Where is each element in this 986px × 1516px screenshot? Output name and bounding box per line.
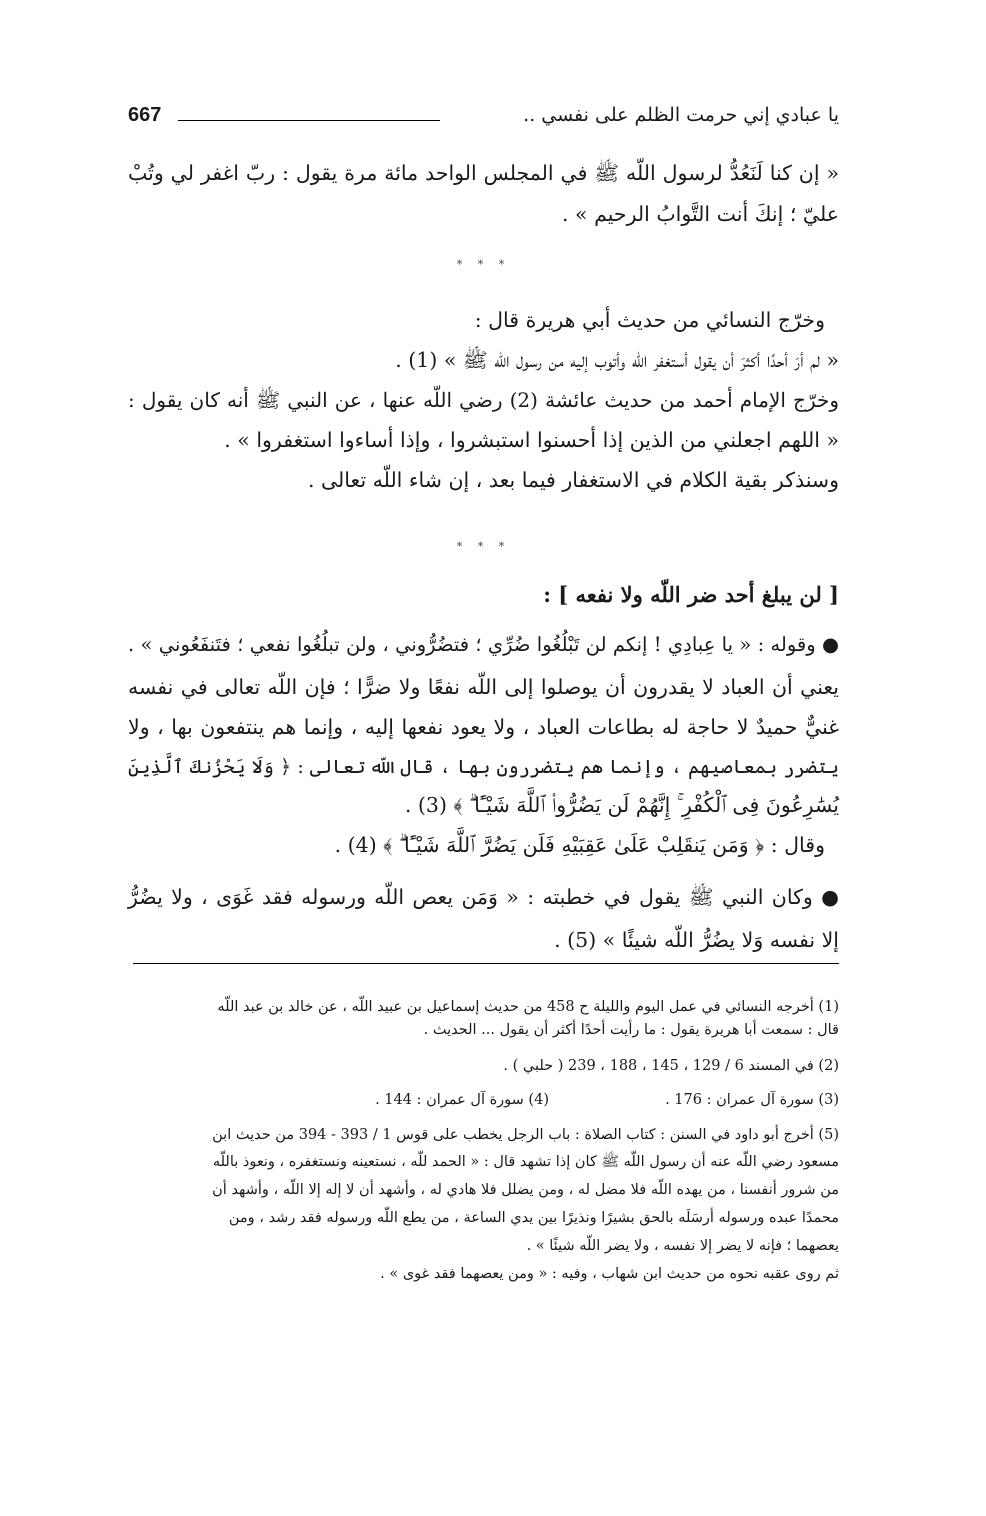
footnote-2: (2) في المسند 6 / 129 ، 145 ، 188 ، 239 ( حلبي ) . [503, 1058, 839, 1074]
body-line: ● وقوله : « يا عِبادِي ! إنكم لن تَبْلُغُوا ضُرِّي ؛ فتضُرُّوني ، ولن تبلُغُوا نفعي ؛ فتَنفَعُوني » . [128, 633, 839, 656]
footnote-1-line-1: (1) أخرجه النسائي في عمل اليوم والليلة ح 458 من حديث إسماعيل بن عبيد اللّه ، عن خالد بن عبد اللّه [217, 999, 839, 1015]
section-divider-stars: * * * [456, 540, 511, 553]
body-line: غنيٌّ حميدٌ لا حاجة له بطاعات العباد ، ولا يعود نفعها إليه ، وإنما هم ينتفعون بها ، ولا [128, 715, 839, 739]
footnote-3: (3) سورة آل عمران : 176 . [665, 1092, 839, 1108]
section-heading: [ لن يبلغ أحد ضر اللّه ولا نفعه ] : [543, 582, 839, 607]
body-line: « إن كنا لَنَعُدُّ لرسول اللّه ﷺ في المجلس الواحد مائة مرة يقول : ربّ اغفر لي وتُبْ [128, 161, 839, 185]
footnote-5-line: محمدًا عبده ورسوله أرسَلَه بالحق بشيرًا ونذيرًا بين يدي الساعة ، من يطع اللّه ورسوله فقد رشد ، ومن [228, 1210, 839, 1226]
header-rule [178, 120, 440, 121]
footnote-5-line: مسعود رضي اللّه عنه أن رسول اللّه ﷺ كان إذا تشهد قال : « الحمد للّه ، نستعينه ونستغفره ، ونعوذ باللّه [212, 1154, 839, 1170]
body-line: وخرّج الإمام أحمد من حديث عائشة (2) رضي اللّه عنها ، عن النبي ﷺ أنه كان يقول : [128, 388, 839, 412]
footnote-5-line: يعصهما ؛ فإنه لا يضر إلا نفسه ، ولا يضر اللّه شيئًا » . [526, 1238, 839, 1254]
page-number: 667 [128, 104, 162, 126]
book-page [128, 0, 839, 1516]
body-line: « اللهم اجعلني من الذين إذا أحسنوا استبشروا ، وإذا أساءوا استغفروا » . [224, 428, 839, 452]
body-line: ● وكان النبي ﷺ يقول في خطبته : « وَمَن يعص اللّه ورسوله فقد غَوَى ، ولا يضُرُّ [128, 885, 839, 909]
body-line: إلا نفسه وَلا يضُرُّ اللّه شيئًا » (5) . [554, 928, 839, 952]
section-divider-stars: * * * [456, 258, 511, 271]
body-line: « لم أرَ أحدًا أكثرَ أن يقول أستغفر اللّه وأتوب إليه من رسول اللّه ﷺ » (1) . [395, 348, 839, 372]
page-header [128, 104, 839, 134]
body-line: وسنذكر بقية الكلام في الاستغفار فيما بعد ، إن شاء اللّه تعالى . [307, 468, 839, 492]
footnote-1-line-2: قال : سمعت أبا هريرة يقول : ما رأيت أحدًا أكثر أن يقول ... الحديث . [423, 1022, 839, 1038]
footnote-5-line: (5) أخرج أبو داود في السنن : كتاب الصلاة : باب الرجل يخطب على قوس 1 / 393 - 394 من حديث ابن [212, 1127, 839, 1143]
footnote-4: (4) سورة آل عمران : 144 . [375, 1092, 549, 1108]
body-line: عليّ ؛ إنكَ أنت التَّوابُ الرحيم » . [562, 202, 839, 226]
footnote-5-line: من شرور أنفسنا ، من يهده اللّه فلا مضل له ، ومن يضلل فلا هادي له ، وأشهد أن لا إله إلا اللّه ، وأشهد أن [212, 1182, 839, 1198]
running-title: يا عبادي إني حرمت الظلم على نفسي .. [523, 104, 839, 126]
footnote-separator [133, 963, 839, 964]
body-line: وخرّج النسائي من حديث أبي هريرة قال : [474, 308, 825, 332]
quran-line: وقال : ﴿ وَمَن يَنقَلِبْ عَلَىٰ عَقِبَيْهِ فَلَن يَضُرَّ ٱللَّهَ شَيْـًٔا ۗ ﴾ (4) . [334, 833, 825, 857]
footnote-5-line: ثم روى عقبه نحوه من حديث ابن شهاب ، وفيه : « ومن يعصهما فقد غوى » . [380, 1266, 839, 1282]
body-line: يتضرر بمعاصيهم ، وإنما هم يتضررون بها ، قال اللّه تعالى : ﴿ وَلَا يَحْزُنكَ ٱلَّذِينَ [128, 756, 839, 778]
body-line: يعني أن العباد لا يقدرون أن يوصلوا إلى اللّه نفعًا ولا ضرًّا ؛ فإن اللّه تعالى في نفسه [128, 675, 839, 699]
quran-line: يُسَٰرِعُونَ فِى ٱلْكُفْرِ ۚ إِنَّهُمْ لَن يَضُرُّوا۟ ٱللَّهَ شَيْـًٔا ۗ ﴾ (3) . [404, 793, 839, 817]
footnote-row-3-4 [128, 1089, 839, 1111]
